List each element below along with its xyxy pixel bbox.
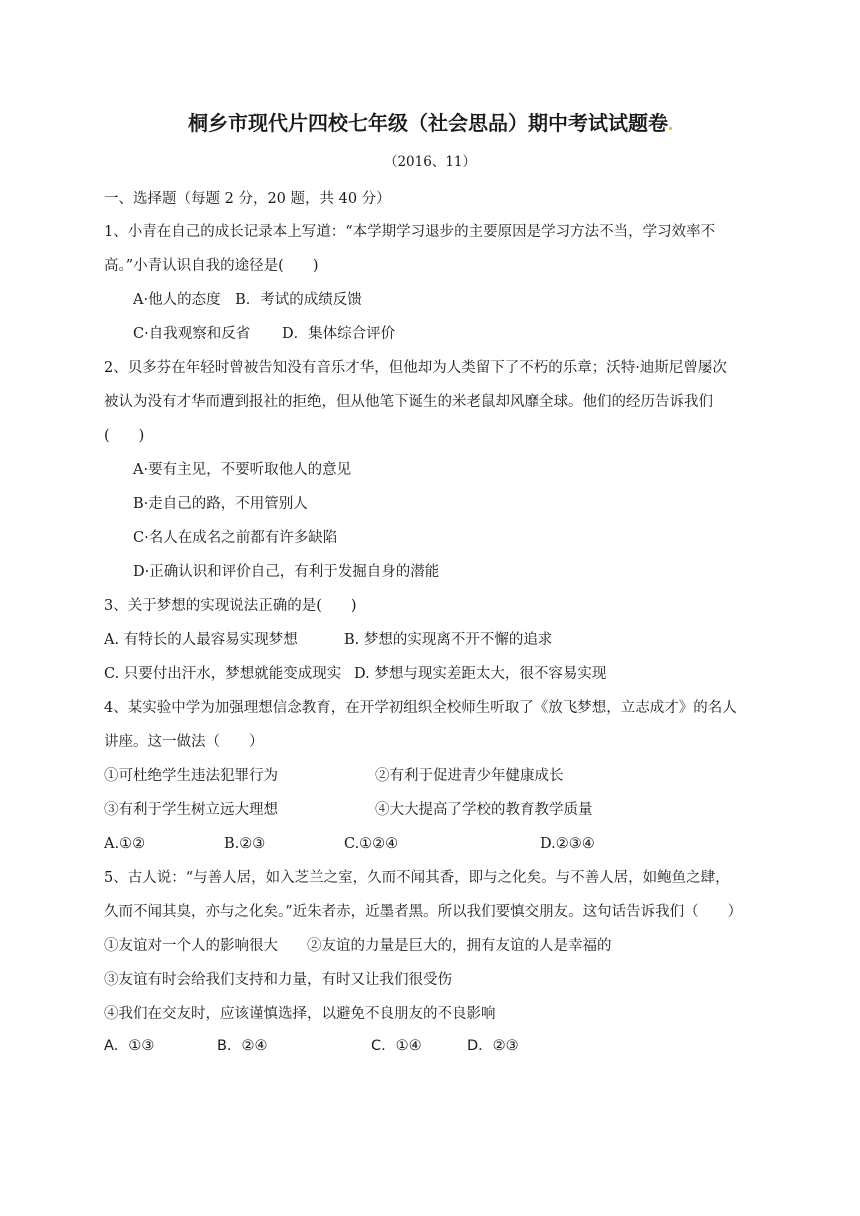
section-heading: 一、选择题（每题 2 分，20 题，共 40 分）: [104, 191, 391, 207]
q4-option-b: B.②③: [224, 836, 266, 852]
q3-stem: 3、关于梦想的实现说法正确的是( ): [104, 598, 357, 614]
q2-option-a: A·要有主见，不要听取他人的意见: [133, 462, 352, 478]
q5-option-b: B．②④: [217, 1038, 268, 1054]
q2-option-c: C·名人在成名之前都有许多缺陷: [133, 530, 338, 546]
mark-dot: [669, 127, 672, 130]
q1-stem-line1: 1、小青在自己的成长记录本上写道：“本学期学习退步的主要原因是学习方法不当，学习效率不: [104, 224, 716, 240]
q3-option-d: D. 梦想与现实差距太大，很不容易实现: [354, 666, 607, 682]
q2-option-d: D·正确认识和评价自己，有利于发掘自身的潜能: [133, 564, 440, 580]
q3-option-b: B. 梦想的实现离不开不懈的追求: [344, 632, 553, 648]
q4-statement-3: ③有利于学生树立远大理想: [104, 802, 278, 818]
q5-stem-line1: 5、古人说：“与善人居，如入芝兰之室，久而不闻其香，即与之化矣。与不善人居，如鲍鱼之肆，: [104, 870, 730, 886]
q1-options-ab: A·他人的态度 B．考试的成绩反馈: [133, 292, 362, 308]
q1-stem-line2: 高。”小青认识自我的途径是( ): [104, 258, 319, 274]
q5-option-a: A．①③: [104, 1038, 155, 1054]
q3-option-a: A. 有特长的人最容易实现梦想: [104, 632, 298, 648]
page-title: [0, 108, 860, 138]
q1-option-d: D．集体综合评价: [282, 326, 396, 342]
q4-stem-line2: 讲座。这一做法（ ）: [104, 734, 264, 750]
q1-option-c: C·自我观察和反省: [133, 326, 251, 342]
q5-statement-1: ①友谊对一个人的影响很大: [104, 938, 278, 954]
title-text: 桐乡市现代片四校七年级（社会思品）期中考试试题卷: [188, 111, 668, 135]
q2-option-b: B·走自己的路，不用管别人: [133, 496, 308, 512]
q5-statement-3: ③友谊有时会给我们支持和力量，有时又让我们很受伤: [104, 972, 452, 988]
q4-stem-line1: 4、某实验中学为加强理想信念教育，在开学初组织全校师生听取了《放飞梦想，立志成才》的名人: [104, 700, 737, 716]
q5-stem-line2: 久而不闻其臭，亦与之化矣。”近朱者赤，近墨者黑。所以我们要慎交朋友。这句话告诉我们（ ）: [104, 904, 743, 920]
q2-stem-line1: 2、贝多芬在年轻时曾被告知没有音乐才华，但他却为人类留下了不朽的乐章；沃特·迪斯尼曾屡次: [104, 360, 727, 376]
q3-option-c: C. 只要付出汗水，梦想就能变成现实: [104, 666, 342, 682]
q4-statement-1: ①可杜绝学生违法犯罪行为: [104, 768, 278, 784]
q4-option-a: A.①②: [104, 836, 146, 852]
q4-option-c: C.①②④: [344, 836, 399, 852]
q5-option-d: D．②③: [467, 1038, 519, 1054]
q4-statement-4: ④大大提高了学校的教育教学质量: [375, 802, 593, 818]
q5-statement-2: ②友谊的力量是巨大的，拥有友谊的人是幸福的: [307, 938, 612, 954]
q4-option-d: D.②③④: [540, 836, 595, 852]
q4-statement-2: ②有利于促进青少年健康成长: [375, 768, 564, 784]
q5-statement-4: ④我们在交友时，应该谨慎选择，以避免不良朋友的不良影响: [104, 1006, 496, 1022]
q2-stem-line3: ( ): [104, 428, 145, 444]
q5-option-c: C．①④: [371, 1038, 422, 1054]
q2-stem-line2: 被认为没有才华而遭到报社的拒绝，但从他笔下诞生的米老鼠却风靡全球。他们的经历告诉我们: [104, 394, 713, 410]
exam-date: （2016、11）: [383, 154, 477, 170]
